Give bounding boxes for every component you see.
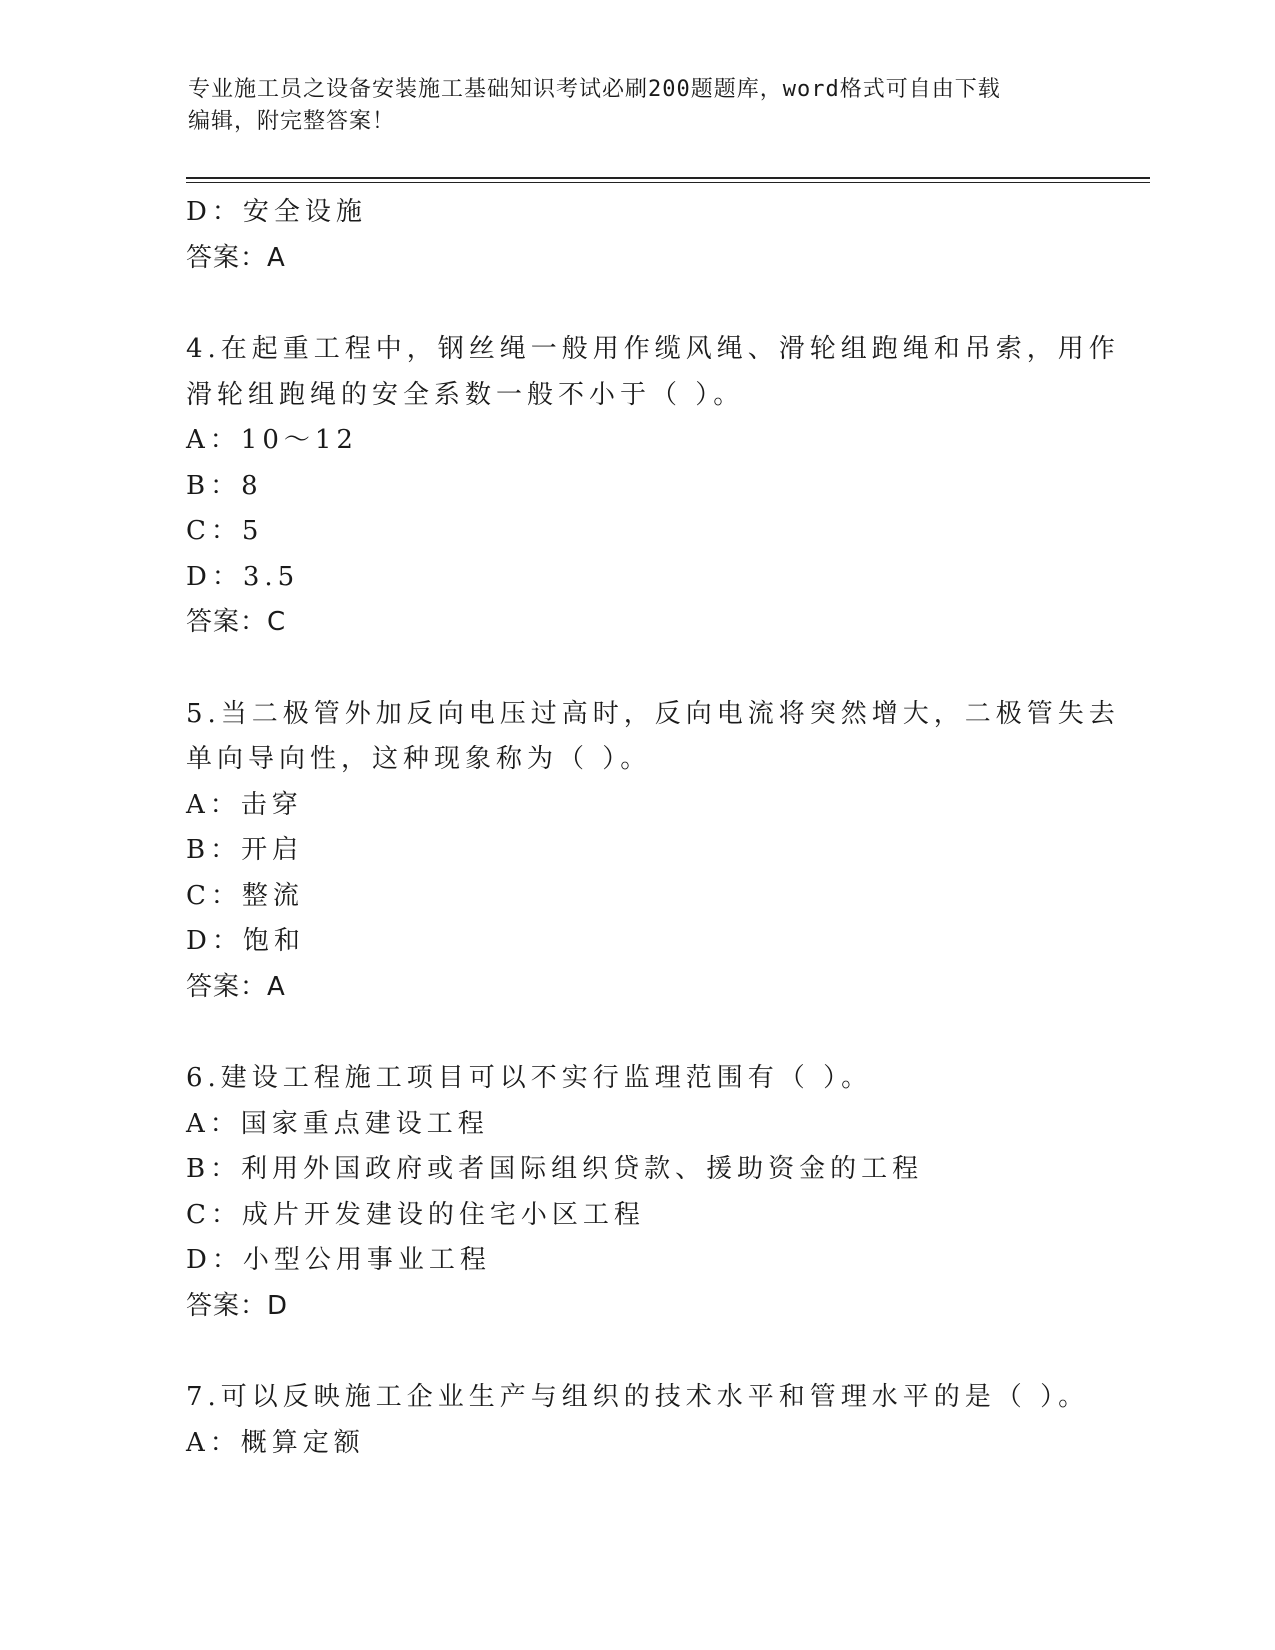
header-divider-thin	[186, 182, 1150, 183]
option-b: B：利用外国政府或者国际组织贷款、援助资金的工程	[186, 1154, 924, 1184]
option-d: D：饱和	[186, 926, 305, 956]
option-d: D：3.5	[186, 561, 300, 592]
question-text: 7.可以反映施工企业生产与组织的技术水平和管理水平的是（ ）。	[186, 1382, 1090, 1412]
option-c: C：5	[186, 516, 264, 546]
question-text-cont: 滑轮组跑绳的安全系数一般不小于（ ）。	[186, 379, 745, 410]
question-text-cont: 单向导向性，这种现象称为（ ）。	[186, 744, 652, 774]
question-5	[186, 692, 1120, 1011]
option-b: B：开启	[186, 835, 304, 865]
option-d: D：安全设施	[186, 197, 367, 227]
option-c: C：整流	[186, 880, 304, 911]
question-text: 6.建设工程施工项目可以不实行监理范围有（ ）。	[186, 1063, 873, 1093]
question-3-tail	[186, 190, 1086, 281]
header-line-2: 编辑，附完整答案！	[188, 109, 396, 134]
question-text: 5.当二极管外加反向电压过高时，反向电流将突然增大，二极管失去	[186, 698, 1120, 729]
option-a: A：击穿	[186, 789, 303, 820]
question-6	[186, 1056, 1086, 1329]
header-line-1: 专业施工员之设备安装施工基础知识考试必刷200题题库，word格式可自由下载	[188, 77, 1001, 102]
answer: 答案：A	[186, 971, 286, 1002]
option-c: C：成片开发建设的住宅小区工程	[186, 1199, 645, 1230]
option-d: D：小型公用事业工程	[186, 1245, 491, 1275]
question-list	[186, 190, 1120, 1466]
header-divider	[186, 177, 1150, 179]
option-b: B：8	[186, 470, 263, 501]
question-text: 4.在起重工程中，钢丝绳一般用作缆风绳、滑轮组跑绳和吊索，用作	[186, 334, 1120, 364]
answer: 答案：D	[186, 1290, 289, 1321]
question-4	[186, 327, 1120, 646]
answer: 答案：A	[186, 242, 286, 273]
answer: 答案：C	[186, 607, 287, 637]
option-a: A：国家重点建设工程	[186, 1108, 489, 1139]
document-header	[188, 74, 1068, 138]
option-a: A：10～12	[186, 425, 358, 455]
question-7	[186, 1375, 1090, 1466]
option-a: A：概算定额	[186, 1427, 365, 1458]
